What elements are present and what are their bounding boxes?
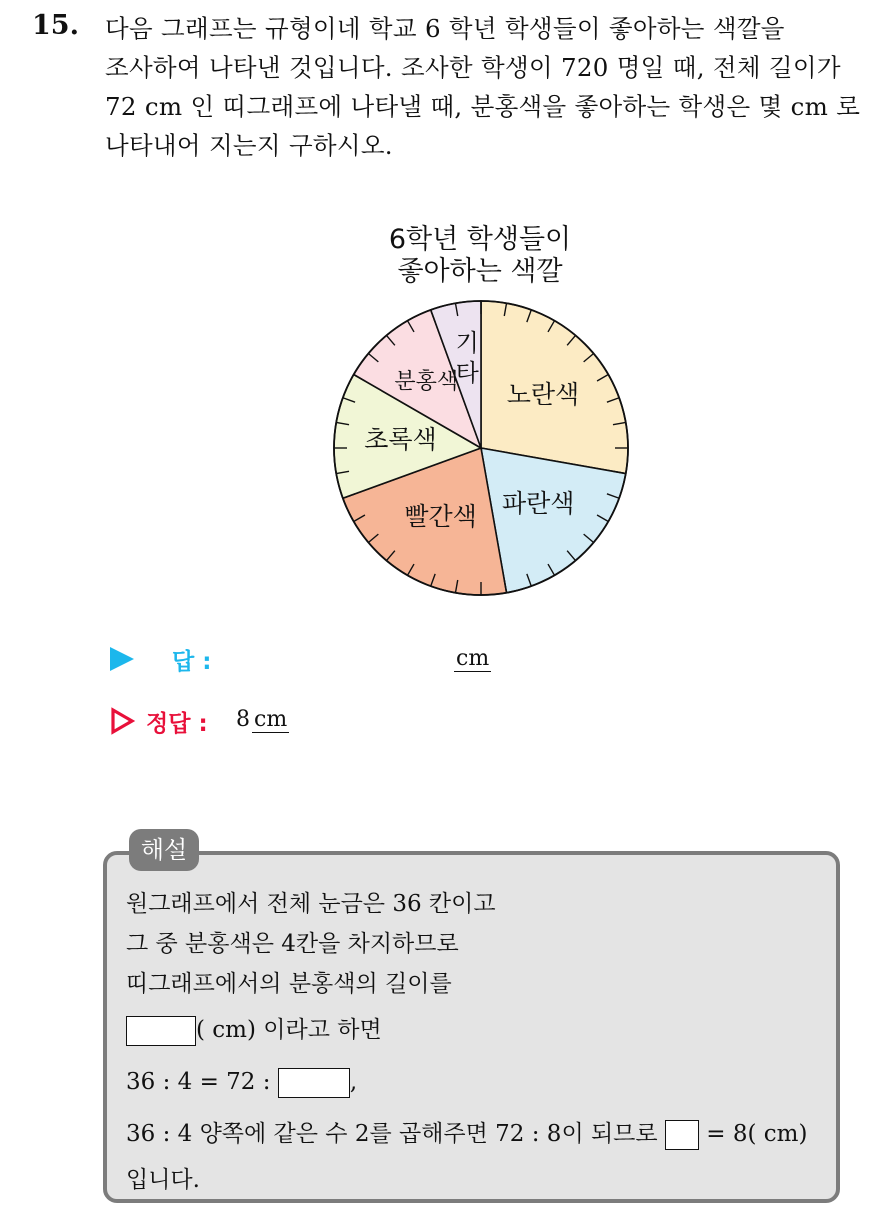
blank-box [126,1016,196,1046]
explanation-line: 입니다. [126,1167,200,1193]
correct-answer-value: 8 [236,707,250,732]
pie-slice-label: 파란색 [501,489,575,519]
pie-slice-label: 노란색 [506,380,580,410]
pie-slice-label: 기 [455,329,479,358]
answer-unit: cm [456,646,490,671]
play-arrow-icon [110,647,134,671]
explanation-line [126,1004,831,1056]
pie-chart [320,222,640,602]
correct-answer-unit: cm [254,707,288,732]
question-text [105,9,865,165]
pie-slice-label: 분홍색 [394,369,459,395]
explanation-fragment: ( cm) 이라고 하면 [196,1017,382,1043]
answer-label: 답 : [172,649,212,675]
correct-answer-label: 정답 : [146,711,208,737]
explanation-line [126,1108,831,1160]
blank-box [665,1120,699,1150]
explanation-line: 그 중 분홍색은 4칸을 차지하므로 [126,931,459,957]
pie-slice-label: 초록색 [364,424,437,454]
chart-title-line-1: 6학년 학생들이 [388,224,572,255]
question-line: 다음 그래프는 규형이네 학교 6 학년 학생들이 좋아하는 색깔을 [105,14,785,43]
explanation-line [126,1056,831,1108]
explanation-line: 원그래프에서 전체 눈금은 36 칸이고 [126,891,496,917]
pie-chart-svg [320,222,640,602]
pie-slice-label: 타 [455,359,479,388]
chart-title-line-2: 좋아하는 색깔 [397,256,563,287]
explanation-fragment: , [349,1069,358,1095]
question-number: 15. [32,10,79,41]
answer-row [110,643,610,673]
explanation-line: 띠그래프에서의 분홍색의 길이를 [126,971,452,997]
question-line: 조사하여 나타낸 것입니다. 조사한 학생이 720 명일 때, 전체 길이가 [105,53,841,82]
explanation-fragment: 36 : 4 = 72 : [126,1069,271,1095]
outline-arrow-icon [110,707,136,735]
explanation-fragment: 36 : 4 양쪽에 같은 수 2를 곱해주면 72 : 8이 되므로 [126,1121,658,1147]
explanation-tab: 해설 [129,829,199,871]
blank-box [278,1068,350,1098]
explanation-fragment: = 8( cm) [706,1121,808,1147]
question-line: 나타내어 지는지 구하시오. [105,131,393,160]
pie-slice-label: 빨간색 [404,502,477,532]
correct-answer-row [110,705,610,737]
question-line: 72 cm 인 띠그래프에 나타낼 때, 분홍색을 좋아하는 학생은 몇 cm 로 [105,92,861,121]
explanation-text [126,884,831,1200]
